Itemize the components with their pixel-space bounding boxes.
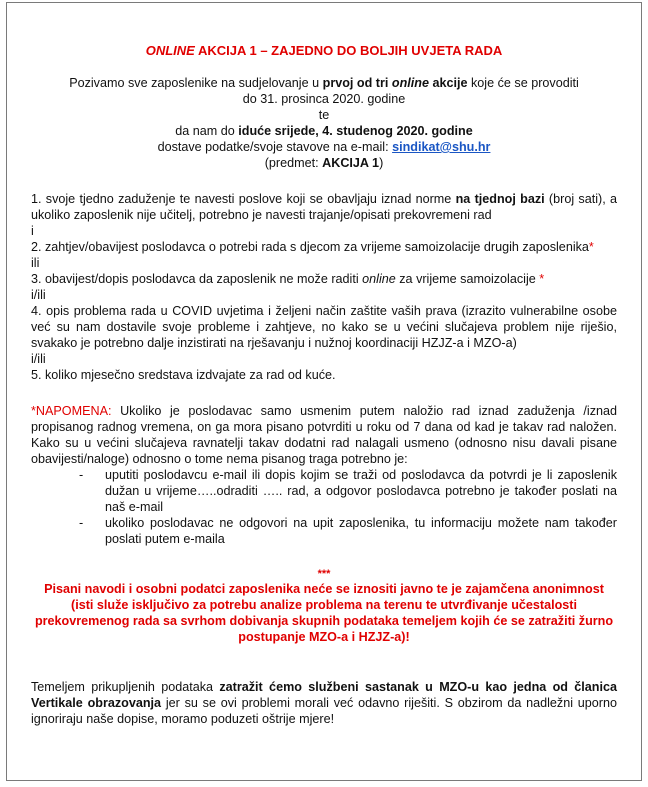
intro-line-4 [31, 123, 617, 139]
intro-bold: prvoj od tri [322, 76, 392, 90]
intro-line-3: te [318, 108, 330, 122]
intro-block [31, 75, 617, 171]
note-bullet-1: - uputiti poslodavcu e-mail ili dopis kojim se traži od poslodavca da potvrdi je li zaposlenik dužan u vrijeme…..odraditi ….. rad, a odgovor poslodavca potrebno je također poslati na naš e-mail [79, 467, 617, 515]
note-paragraph [31, 403, 617, 467]
item-1-bold: na tjednoj bazi [455, 192, 545, 206]
intro-line-2: do 31. prosinca 2020. godine [242, 92, 406, 106]
list-item-5: 5. koliko mjesečno sredstava izdvajate za rad od kuće. [31, 368, 336, 382]
connector-4: i/ili [31, 352, 46, 366]
intro-text: Pozivamo sve zaposlenike na sudjelovanje u [69, 76, 323, 90]
list-item-2 [31, 239, 617, 255]
list-item-1 [31, 191, 617, 223]
closing-bold: zatražit ćemo službeni sastanak u MZO-u kao jedna od članica Vertikale obrazovanja [31, 680, 617, 710]
intro-line-1 [31, 75, 617, 91]
list-item-3 [31, 271, 617, 287]
anonymity-warning [31, 581, 617, 645]
document-page [6, 2, 642, 781]
warning-line-1: Pisani navodi i osobni podatci zaposlenika neće se iznositi javno te je zajamčena anonimnost [44, 582, 604, 596]
connector-2: ili [31, 256, 40, 270]
item-1-rest: (broj sati), a ukoliko zaposlenik nije učitelj, potrebno je navesti trajanje/opisati prekovremeni rad [31, 192, 617, 222]
intro-akcije: akcije [428, 76, 468, 90]
item-3-rest: za vrijeme samoizolacije [395, 272, 540, 286]
subject-value: AKCIJA 1 [322, 156, 380, 170]
email-link[interactable]: sindikat@shu.hr [392, 140, 491, 154]
intro-deadline: iduće srijede, 4. studenog 2020. godine [238, 124, 473, 138]
intro-text-end: koje će se provoditi [467, 76, 579, 90]
closing-paragraph [31, 679, 617, 727]
intro-online: online [391, 76, 429, 90]
intro-line-5 [31, 139, 617, 155]
item-3-online: online [362, 272, 396, 286]
intro-line-6 [31, 155, 617, 171]
note-text: Ukoliko je poslodavac samo usmenim putem naložio rad iznad zaduženja /iznad propisanog radnog vremena, on ga mora pisano potvrditi u roku od 7 dana od kad je takav rad naložen. Kako su u većini slučajeva ravnatelji takav dodatni rad nalagali usmeno (odnosno nisu davali pisane obavijesti/naloge) odnosno o tome nema pisanog traga potrebno je: [31, 404, 617, 466]
subject-suffix: ) [379, 156, 384, 170]
item-3-text: 3. obavijest/dopis poslodavca da zaposlenik ne može raditi [31, 272, 363, 286]
email-prefix: dostave podatke/svoje stavove na e-mail: [157, 140, 393, 154]
note-bullets [31, 467, 617, 547]
title-rest: AKCIJA 1 – ZAJEDNO DO BOLJIH UVJETA RADA [194, 43, 503, 58]
connector-1: i [31, 224, 34, 238]
document-title [31, 43, 617, 59]
item-1-text: 1. svoje tjedno zaduženje te navesti poslove koji se obavljaju iznad norme [31, 192, 456, 206]
list-item-4: 4. opis problema rada u COVID uvjetima i željeni način zaštite vaših prava (izrazito vulnerabilne osobe već su nam dostavile svoje probleme i zahtjeve, no kako se u većini slučajeva problem nije riješio, svakako je potrebno dalje inzistirati na rješavanju i nužnoj koordinaciji HZJZ-a i MZO-a) [31, 304, 617, 350]
closing-text: Temeljem prikupljenih podataka [31, 680, 220, 694]
warning-line-2: (isti služe isključivo za potrebu analize problema na terenu te utvrđivanje učestalosti prekovremenog rada sa svrhom dobivanja skupnih podataka temeljem kojih će se zatražiti žurno postupanje MZO-a i HZJZ-a)! [34, 598, 614, 644]
items-list [31, 191, 617, 383]
note-label: *NAPOMENA: [31, 404, 112, 418]
item-2-text: 2. zahtjev/obavijest poslodavca o potrebi rada s djecom za vrijeme samoizolacije drugih zaposlenika [31, 240, 589, 254]
item-2-star: * [588, 240, 594, 254]
subject-prefix: (predmet: [264, 156, 323, 170]
note-block [31, 403, 617, 547]
intro-deadline-prefix: da nam do [175, 124, 239, 138]
title-italic: ONLINE [145, 43, 195, 58]
closing-rest: jer su se ovi problemi morali već odavno riješiti. S obzirom da nadležni uporno ignoriraju naše dopise, moramo poduzeti oštrije mjere! [31, 696, 618, 726]
item-3-star: * [539, 272, 545, 286]
separator-stars: *** [317, 568, 331, 580]
note-bullet-2: - ukoliko poslodavac ne odgovori na upit zaposlenika, tu informaciju možete nam također poslati putem e-maila [79, 515, 617, 547]
connector-3: i/ili [31, 288, 46, 302]
